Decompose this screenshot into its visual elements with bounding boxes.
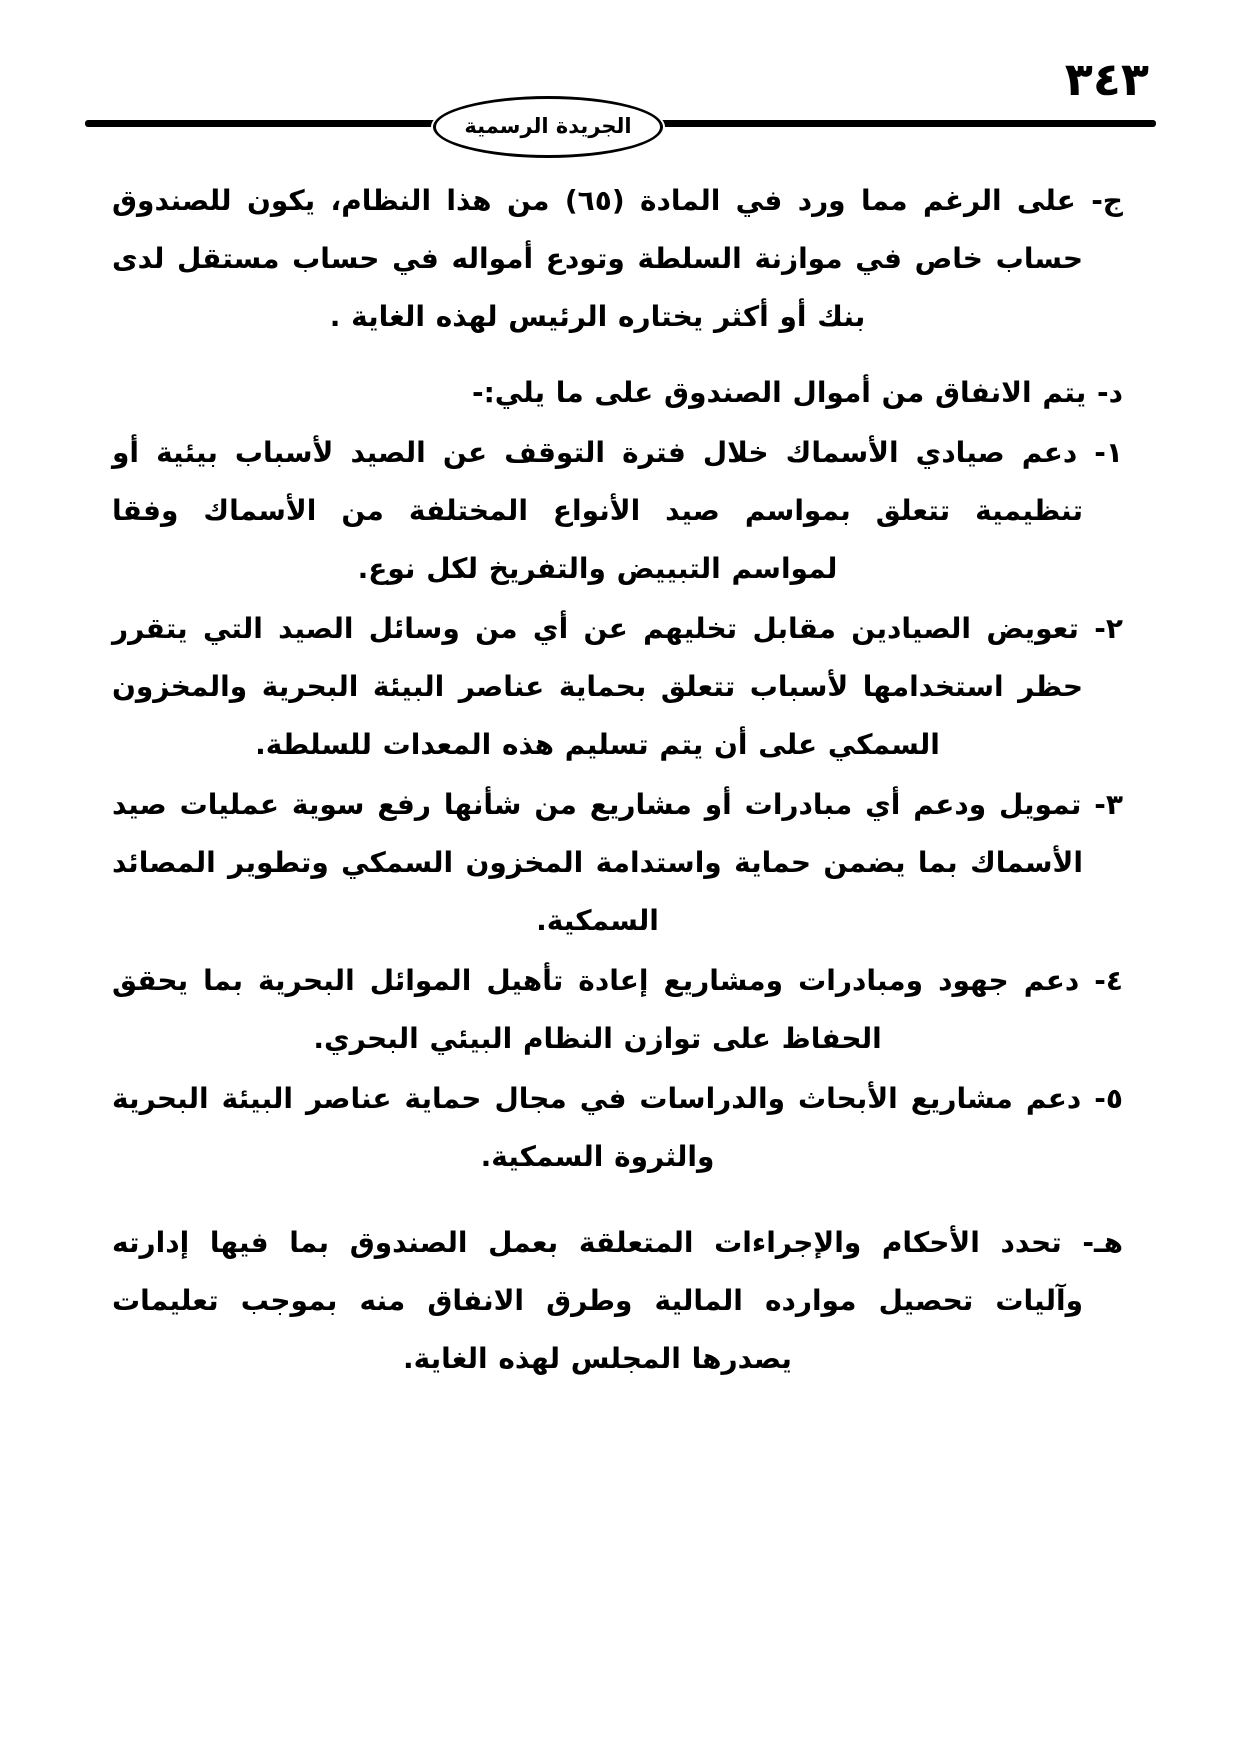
list-item-4 xyxy=(112,952,1123,1068)
paragraph-jeem xyxy=(112,172,1123,346)
list-item-3 xyxy=(112,776,1123,950)
item-marker: ١- xyxy=(1094,436,1124,469)
list-item-5 xyxy=(112,1070,1123,1186)
document-body xyxy=(112,172,1123,1390)
paragraph-dal xyxy=(112,364,1123,422)
list-item-2 xyxy=(112,600,1123,774)
paragraph-text: دعم صيادي الأسماك خلال فترة التوقف عن الصيد لأسباب بيئية أو تنظيمية تتعلق بمواسم صيد الأنواع المختلفة من الأسماك وفقا لمواسم التبييض والتفريخ لكل نوع. xyxy=(112,436,1083,585)
item-marker: ج- xyxy=(1091,184,1123,217)
paragraph-text: على الرغم مما ورد في المادة (٦٥) من هذا النظام، يكون للصندوق حساب خاص في موازنة السلطة وتودع أمواله في حساب مستقل لدى بنك أو أكثر يختاره الرئيس لهذه الغاية . xyxy=(112,184,1083,333)
paragraph-text: تحدد الأحكام والإجراءات المتعلقة بعمل الصندوق بما فيها إدارته وآليات تحصيل موارده المالية وطرق الانفاق منه بموجب تعليمات يصدرها المجلس لهذه الغاية. xyxy=(112,1226,1083,1375)
header-title: الجريدة الرسمية xyxy=(464,114,632,138)
list-item-1 xyxy=(112,424,1123,598)
paragraph-text: يتم الانفاق من أموال الصندوق على ما يلي:- xyxy=(471,376,1087,409)
item-marker: ٣- xyxy=(1094,788,1124,821)
header-title-oval xyxy=(433,96,663,158)
item-marker: ٤- xyxy=(1094,964,1123,997)
item-marker: ٢- xyxy=(1094,612,1123,645)
item-marker: ٥- xyxy=(1094,1082,1123,1115)
item-marker: د- xyxy=(1097,376,1123,409)
paragraph-text: تمويل ودعم أي مبادرات أو مشاريع من شأنها رفع سوية عمليات صيد الأسماك بما يضمن حماية واستدامة المخزون السمكي وتطوير المصائد السمكية. xyxy=(112,788,1083,937)
paragraph-text: دعم جهود ومبادرات ومشاريع إعادة تأهيل الموائل البحرية بما يحقق الحفاظ على توازن النظام البيئي البحري. xyxy=(112,964,1080,1055)
item-marker: هـ- xyxy=(1082,1226,1123,1259)
paragraph-text: دعم مشاريع الأبحاث والدراسات في مجال حماية عناصر البيئة البحرية والثروة السمكية. xyxy=(112,1082,1082,1173)
paragraph-text: تعويض الصيادين مقابل تخليهم عن أي من وسائل الصيد التي يتقرر حظر استخدامها لأسباب تتعلق بحماية عناصر البيئة البحرية والمخزون السمكي على أن يتم تسليم هذه المعدات للسلطة. xyxy=(112,612,1083,761)
paragraph-ha xyxy=(112,1214,1123,1388)
page-number: ٣٤٣ xyxy=(1064,52,1149,106)
